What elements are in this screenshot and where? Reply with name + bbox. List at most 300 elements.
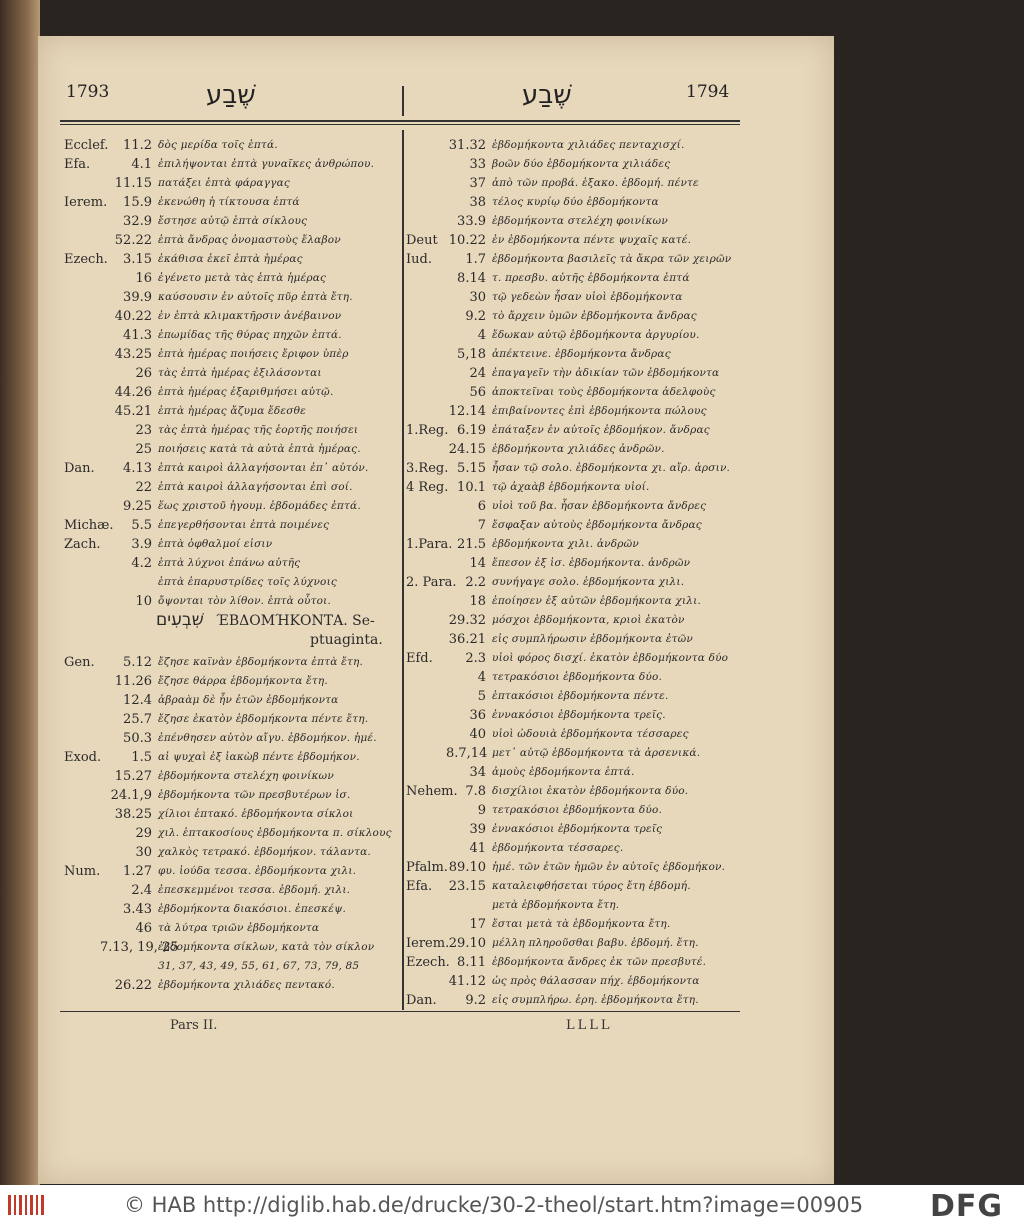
index-entry xyxy=(406,801,736,820)
book-abbreviation: Efd. xyxy=(406,651,433,666)
dfg-logo: DFG xyxy=(930,1189,1004,1224)
greek-excerpt: ἔζησε καϊνὰν ἑβδομήκοντα ἑπτὰ ἔτη. xyxy=(158,656,363,668)
verse-reference: 16 xyxy=(135,271,152,286)
greek-excerpt: χιλ. ἑπτακοσίους ἑβδομήκοντα π. σίκλους xyxy=(158,827,392,839)
index-entry xyxy=(406,250,736,269)
index-entry xyxy=(64,535,400,554)
book-abbreviation: 1.Para. xyxy=(406,537,453,552)
greek-excerpt: μόσχοι ἑβδομήκοντα, κριοὶ ἑκατὸν xyxy=(492,614,685,626)
index-entry xyxy=(64,440,400,459)
index-entry xyxy=(64,326,400,345)
index-entry xyxy=(64,345,400,364)
book-abbreviation: Efa. xyxy=(64,157,91,172)
index-entry xyxy=(406,839,736,858)
verse-reference: 4.2 xyxy=(131,556,152,571)
greek-excerpt: ἐγένετο μετὰ τὰς ἑπτὰ ἡμέρας xyxy=(158,272,327,284)
index-entry xyxy=(64,710,400,729)
index-entry xyxy=(406,896,736,915)
greek-excerpt: ἐποίησεν ἐξ αὐτῶν ἑβδομήκοντα χιλι. xyxy=(492,595,701,607)
verse-reference: 23 xyxy=(135,423,152,438)
greek-excerpt: ἑβδομήκοντα τῶν πρεσβυτέρων ἰσ. xyxy=(158,789,351,801)
index-entry xyxy=(406,535,736,554)
greek-excerpt: τῷ γεδεὼν ἦσαν υἱοὶ ἑβδομήκοντα xyxy=(492,291,683,303)
verse-reference: 21.5 xyxy=(457,537,486,552)
greek-excerpt: τὸ ἄρχειν ὑμῶν ἑβδομήκοντα ἄνδρας xyxy=(492,310,697,322)
verse-reference: 45.21 xyxy=(114,404,152,419)
index-entry xyxy=(406,611,736,630)
section-greek: ΈΒΔΟΜΉΚΟΝΤΑ. Se- xyxy=(216,613,375,629)
index-entry xyxy=(64,364,400,383)
index-entry xyxy=(406,193,736,212)
book-abbreviation: 4 Reg. xyxy=(406,480,449,495)
index-entry xyxy=(64,824,400,843)
verse-reference: 9.2 xyxy=(465,309,486,324)
greek-excerpt: ἑπτὰ καιροὶ ἀλλαγήσονται ἐπὶ σοί. xyxy=(158,481,353,493)
index-entry xyxy=(406,497,736,516)
index-entry xyxy=(406,820,736,839)
index-entry xyxy=(64,250,400,269)
verse-reference: 22 xyxy=(135,480,152,495)
verse-reference: 39 xyxy=(469,822,486,837)
greek-excerpt: τὰς ἑπτὰ ἡμέρας ἐξιλάσονται xyxy=(158,367,322,379)
greek-excerpt: ἑπτακόσιοι ἑβδομήκοντα πέντε. xyxy=(492,690,669,702)
index-entry xyxy=(64,193,400,212)
index-entry xyxy=(64,421,400,440)
index-entry xyxy=(406,573,736,592)
greek-excerpt: πατάξει ἑπτὰ φάραγγας xyxy=(158,177,290,189)
index-entry xyxy=(406,972,736,991)
verse-reference: 33.9 xyxy=(457,214,486,229)
book-abbreviation: Ecclef. xyxy=(64,138,109,153)
greek-excerpt: ἐκάθισα ἐκεῖ ἑπτὰ ἡμέρας xyxy=(158,253,303,265)
verse-reference: 37 xyxy=(469,176,486,191)
index-entry xyxy=(406,269,736,288)
index-entry xyxy=(64,383,400,402)
index-entry xyxy=(64,136,400,155)
verse-reference: 29 xyxy=(135,826,152,841)
verse-reference: 4.1 xyxy=(131,157,152,172)
verse-reference: 30 xyxy=(135,845,152,860)
verse-reference: 1.7 xyxy=(465,252,486,267)
greek-excerpt: ποιήσεις κατὰ τὰ αὐτὰ ἑπτὰ ἡμέρας. xyxy=(158,443,361,455)
index-entry xyxy=(64,919,400,938)
greek-excerpt: ἑπτὰ ἐπαρυστρίδες τοῖς λύχνοις xyxy=(158,576,337,588)
greek-excerpt: δὸς μερίδα τοῖς ἑπτά. xyxy=(158,139,278,151)
book-abbreviation: Ezech. xyxy=(64,252,108,267)
greek-excerpt: ἐκενώθη ἡ τίκτουσα ἑπτά xyxy=(158,196,300,208)
verse-reference: 89.10 xyxy=(448,860,486,875)
index-entry xyxy=(64,900,400,919)
greek-excerpt: φυ. ἰούδα τεσσα. ἑβδομήκοντα χιλι. xyxy=(158,865,357,877)
greek-excerpt: ἑβδομήκοντα χιλιάδες πεντακό. xyxy=(158,979,335,991)
verse-reference: 10.22 xyxy=(448,233,486,248)
index-entry xyxy=(406,687,736,706)
book-abbreviation: Dan. xyxy=(406,993,437,1008)
verse-reference: 11.26 xyxy=(114,674,152,689)
verse-reference: 6 xyxy=(477,499,486,514)
verse-reference: 41.3 xyxy=(123,328,152,343)
greek-excerpt: ὡς πρὸς θάλασσαν πήχ. ἑβδομήκοντα xyxy=(492,975,700,987)
index-entry xyxy=(406,725,736,744)
verse-reference: 30 xyxy=(469,290,486,305)
index-entry xyxy=(64,691,400,710)
book-abbreviation: 2. Para. xyxy=(406,575,457,590)
index-entry xyxy=(406,136,736,155)
index-entry xyxy=(406,934,736,953)
greek-excerpt: εἰς συμπλήρωσιν ἑβδομήκοντα ἐτῶν xyxy=(492,633,694,645)
verse-reference: 24 xyxy=(469,366,486,381)
verse-reference: 4 xyxy=(477,670,486,685)
index-entry xyxy=(64,786,400,805)
greek-excerpt: ἐπαγαγεῖν τὴν ἀδικίαν τῶν ἑβδομήκοντα xyxy=(492,367,720,379)
index-entry xyxy=(64,938,400,957)
verse-reference: 7.13, 19, 25 xyxy=(100,940,179,955)
verse-reference: 52.22 xyxy=(114,233,152,248)
verse-reference: 3.15 xyxy=(123,252,152,267)
verse-reference: 44.26 xyxy=(114,385,152,400)
book-abbreviation: Dan. xyxy=(64,461,95,476)
index-entry xyxy=(406,706,736,725)
index-entry xyxy=(406,288,736,307)
right-column xyxy=(406,136,736,1010)
copyright-link[interactable]: © HAB http://diglib.hab.de/drucke/30-2-theol/start.htm?image=00905 xyxy=(124,1193,864,1217)
greek-excerpt: ἑπτὰ ἡμέρας ἐξαριθμήσει αὐτῷ. xyxy=(158,386,334,398)
footer-signature-mark: LLLL xyxy=(566,1018,613,1033)
verse-reference: 32.9 xyxy=(123,214,152,229)
book-abbreviation: 3.Reg. xyxy=(406,461,449,476)
verse-reference: 5.12 xyxy=(123,655,152,670)
verse-reference: 8.14 xyxy=(457,271,486,286)
greek-excerpt: ἑβδομήκοντα στελέχη φοινίκων xyxy=(158,770,334,782)
verse-reference: 7.8 xyxy=(465,784,486,799)
greek-excerpt: ἐπεγερθήσονται ἑπτὰ ποιμένες xyxy=(158,519,330,531)
greek-excerpt: υἱοὶ τοῦ βα. ἦσαν ἑβδομήκοντα ἄνδρες xyxy=(492,500,707,512)
verse-reference: 41.12 xyxy=(448,974,486,989)
greek-excerpt: ἔζησε ἑκατὸν ἑβδομήκοντα πέντε ἔτη. xyxy=(158,713,369,725)
verse-reference: 18 xyxy=(469,594,486,609)
verse-reference: 5 xyxy=(477,689,486,704)
verse-reference: 6.19 xyxy=(457,423,486,438)
index-entry xyxy=(406,402,736,421)
index-entry xyxy=(64,862,400,881)
left-page-number: 1793 xyxy=(66,82,110,102)
greek-excerpt: βοῶν δύο ἑβδομήκοντα χιλιάδες xyxy=(492,158,671,170)
greek-excerpt: ἀπὸ τῶν προβά. ἑξακο. ἑβδομή. πέντε xyxy=(492,177,699,189)
greek-excerpt: μετ᾽ αὐτῷ ἑβδομήκοντα τὰ ἀρσενικά. xyxy=(492,747,701,759)
verse-reference: 38 xyxy=(469,195,486,210)
verse-reference: 4.13 xyxy=(123,461,152,476)
index-entry xyxy=(64,957,400,976)
left-hebrew-heading: שֶׁבַע xyxy=(206,80,256,110)
viewer-credit-bar xyxy=(0,1185,1024,1225)
verse-reference: 39.9 xyxy=(123,290,152,305)
greek-excerpt: ἐπεσκεμμένοι τεσσα. ἑβδομή. χιλι. xyxy=(158,884,351,896)
index-entry xyxy=(64,843,400,862)
book-abbreviation: Ezech. xyxy=(406,955,450,970)
index-entry xyxy=(406,877,736,896)
index-entry xyxy=(406,459,736,478)
greek-excerpt: τῷ ἀχαὰβ ἑβδομήκοντα υἱοί. xyxy=(492,481,650,493)
greek-excerpt: ἡμέ. τῶν ἐτῶν ἡμῶν ἐν αὐτοῖς ἑβδομήκον. xyxy=(492,861,726,873)
greek-excerpt: τ. πρεσβυ. αὐτῆς ἑβδομήκοντα ἑπτά xyxy=(492,272,690,284)
verse-reference: 26.22 xyxy=(114,978,152,993)
greek-excerpt: καταλειφθήσεται τύρος ἔτη ἑβδομή. xyxy=(492,880,691,892)
verse-reference: 56 xyxy=(469,385,486,400)
header-divider xyxy=(402,86,404,116)
greek-excerpt: ἔπεσον ἐξ ἰσ. ἑβδομήκοντα. ἀνδρῶν xyxy=(492,557,691,569)
index-entry xyxy=(64,402,400,421)
index-entry xyxy=(64,288,400,307)
index-entry xyxy=(406,345,736,364)
index-entry xyxy=(64,592,400,611)
index-entry xyxy=(64,174,400,193)
index-entry xyxy=(64,459,400,478)
verse-reference: 17 xyxy=(469,917,486,932)
verse-reference: 5.15 xyxy=(457,461,486,476)
verse-reference: 10.1 xyxy=(457,480,486,495)
greek-excerpt: ἑπτὰ ἄνδρας ὀνομαστοὺς ἔλαβον xyxy=(158,234,341,246)
greek-excerpt: ἑβδομήκοντα στελέχη φοινίκων xyxy=(492,215,668,227)
left-column xyxy=(64,136,400,995)
verse-reference: 25.7 xyxy=(123,712,152,727)
section-heading xyxy=(64,611,400,653)
index-entry xyxy=(64,212,400,231)
verse-reference: 46 xyxy=(135,921,152,936)
index-entry xyxy=(406,858,736,877)
index-entry xyxy=(406,212,736,231)
book-abbreviation: Ierem. xyxy=(406,936,450,951)
verse-reference: 10 xyxy=(135,594,152,609)
index-entry xyxy=(406,478,736,497)
index-entry xyxy=(406,630,736,649)
index-entry xyxy=(406,421,736,440)
greek-excerpt: ἑβδομήκοντα τέσσαρες. xyxy=(492,842,624,854)
verse-reference: 5,18 xyxy=(457,347,486,362)
index-entry xyxy=(406,915,736,934)
index-entry xyxy=(406,383,736,402)
index-entry xyxy=(406,649,736,668)
verse-reference: 8.7,14 xyxy=(446,746,488,761)
greek-excerpt: ἐννακόσιοι ἑβδομήκοντα τρεῖς. xyxy=(492,709,666,721)
index-entry xyxy=(64,497,400,516)
verse-reference: 7 xyxy=(477,518,486,533)
greek-excerpt: ἑπτὰ ὀφθαλμοί εἰσιν xyxy=(158,538,273,550)
greek-excerpt: ἑβδομήκοντα χιλι. ἀνδρῶν xyxy=(492,538,639,550)
verse-reference: 36 xyxy=(469,708,486,723)
index-entry xyxy=(406,782,736,801)
greek-excerpt: τετρακόσιοι ἑβδομήκοντα δύο. xyxy=(492,804,663,816)
verse-reference: 2.2 xyxy=(465,575,486,590)
verse-reference: 2.3 xyxy=(465,651,486,666)
greek-excerpt: ἐπιλήψονται ἑπτὰ γυναῖκες ἀνθρώπου. xyxy=(158,158,375,170)
header-rule-thin xyxy=(60,124,740,125)
greek-excerpt: ἐννακόσιοι ἑβδομήκοντα τρεῖς xyxy=(492,823,663,835)
greek-excerpt: τέλος κυρίῳ δύο ἑβδομήκοντα xyxy=(492,196,659,208)
verse-reference: 29.10 xyxy=(448,936,486,951)
index-entry xyxy=(64,269,400,288)
verse-reference: 8.11 xyxy=(457,955,486,970)
index-entry xyxy=(64,653,400,672)
verse-reference: 25 xyxy=(135,442,152,457)
index-entry xyxy=(406,364,736,383)
book-abbreviation: Gen. xyxy=(64,655,95,670)
verse-reference: 1.5 xyxy=(131,750,152,765)
index-entry xyxy=(406,744,736,763)
verse-reference: 4 xyxy=(477,328,486,343)
verse-reference: 3.9 xyxy=(131,537,152,552)
book-abbreviation: Ierem. xyxy=(64,195,108,210)
index-entry xyxy=(406,440,736,459)
greek-excerpt: ἔσται μετὰ τὰ ἑβδομήκοντα ἔτη. xyxy=(492,918,671,930)
greek-excerpt: ἑβδομήκοντα ἄνδρες ἐκ τῶν πρεσβυτέ. xyxy=(492,956,707,968)
verse-reference: 33 xyxy=(469,157,486,172)
greek-excerpt: ὄψονται τὸν λίθον. ἑπτὰ οὗτοι. xyxy=(158,595,332,607)
book-abbreviation: Pfalm. xyxy=(406,860,448,875)
book-abbreviation: Num. xyxy=(64,864,101,879)
greek-excerpt: ἐπωμίδας τῆς θύρας πηχῶν ἑπτά. xyxy=(158,329,342,341)
greek-excerpt: τὰ λύτρα τριῶν ἑβδομήκοντα xyxy=(158,922,320,934)
greek-excerpt: ἑβδομήκοντα βασιλεῖς τὰ ἄκρα τῶν χειρῶν xyxy=(492,253,732,265)
verse-reference: 9 xyxy=(477,803,486,818)
greek-excerpt: ἕως χριστοῦ ἡγουμ. ἑβδομάδες ἑπτά. xyxy=(158,500,361,512)
greek-excerpt: ἀμοὺς ἑβδομήκοντα ἑπτά. xyxy=(492,766,635,778)
greek-excerpt: καύσουσιν ἐν αὐτοῖς πῦρ ἑπτὰ ἔτη. xyxy=(158,291,353,303)
index-entry xyxy=(406,516,736,535)
index-entry xyxy=(406,668,736,687)
verse-reference: 9.25 xyxy=(123,499,152,514)
right-page-number: 1794 xyxy=(686,82,730,102)
book-abbreviation: 1.Reg. xyxy=(406,423,449,438)
index-entry xyxy=(64,729,400,748)
index-entry xyxy=(406,763,736,782)
index-entry xyxy=(64,155,400,174)
index-entry xyxy=(406,307,736,326)
greek-excerpt: τετρακόσιοι ἑβδομήκοντα δύο. xyxy=(492,671,663,683)
verse-reference: 3.43 xyxy=(123,902,152,917)
greek-excerpt: υἱοὶ φόρος δισχί. ἑκατὸν ἑβδομήκοντα δύο xyxy=(492,652,729,664)
greek-excerpt: ἐπιβαίνοντες ἐπὶ ἑβδομήκοντα πώλους xyxy=(492,405,707,417)
verse-reference: 40 xyxy=(469,727,486,742)
verse-reference: 36.21 xyxy=(448,632,486,647)
index-entry xyxy=(64,307,400,326)
right-hebrew-heading: שֶׁבַע xyxy=(522,80,572,110)
index-entry xyxy=(64,554,400,573)
verse-reference: 1.27 xyxy=(123,864,152,879)
book-abbreviation: Iud. xyxy=(406,252,432,267)
verse-reference: 15.27 xyxy=(114,769,152,784)
greek-excerpt: ἀποκτεῖναι τοὺς ἑβδομήκοντα ἀδελφοὺς xyxy=(492,386,716,398)
verse-reference: 12.14 xyxy=(448,404,486,419)
index-entry xyxy=(64,767,400,786)
greek-excerpt: ἔσφαξαν αὐτοὺς ἑβδομήκοντα ἄνδρας xyxy=(492,519,702,531)
greek-excerpt: τὰς ἑπτὰ ἡμέρας τῆς ἑορτῆς ποιήσει xyxy=(158,424,359,436)
verse-reference: 9.2 xyxy=(465,993,486,1008)
index-entry xyxy=(64,516,400,535)
greek-excerpt: ἀπέκτεινε. ἑβδομήκοντα ἄνδρας xyxy=(492,348,671,360)
footer-signature-part: Pars II. xyxy=(170,1018,218,1033)
verse-reference: 26 xyxy=(135,366,152,381)
book-abbreviation: Zach. xyxy=(64,537,101,552)
greek-excerpt: ἔζησε θάρρα ἑβδομήκοντα ἔτη. xyxy=(158,675,328,687)
index-entry xyxy=(406,174,736,193)
greek-excerpt: ἐπάταξεν ἐν αὐτοῖς ἑβδομήκον. ἄνδρας xyxy=(492,424,710,436)
greek-excerpt: συνήγαγε σολο. ἑβδομήκοντα χιλι. xyxy=(492,576,685,588)
book-abbreviation: Michæ. xyxy=(64,518,114,533)
index-entry xyxy=(64,231,400,250)
verse-reference: 34 xyxy=(469,765,486,780)
index-entry xyxy=(64,976,400,995)
index-entry xyxy=(64,478,400,497)
greek-excerpt: δισχίλιοι ἑκατὸν ἑβδομήκοντα δύο. xyxy=(492,785,689,797)
greek-excerpt: ἑβδομήκοντα σίκλων, κατὰ τὸν σίκλον xyxy=(158,941,375,953)
barcode-logo-icon xyxy=(6,1191,46,1219)
index-entry xyxy=(406,326,736,345)
section-hebrew: שִׁבְעִים xyxy=(156,610,204,630)
greek-excerpt: μέλλη πληροῦσθαι βαβυ. ἑβδομή. ἔτη. xyxy=(492,937,699,949)
column-divider xyxy=(402,130,404,1010)
book-abbreviation: Nehem. xyxy=(406,784,458,799)
index-entry xyxy=(64,573,400,592)
verse-reference: 5.5 xyxy=(131,518,152,533)
greek-excerpt: ἀβραὰμ δὲ ἦν ἐτῶν ἑβδομήκοντα xyxy=(158,694,339,706)
index-entry xyxy=(406,554,736,573)
index-entry xyxy=(64,805,400,824)
greek-excerpt: ἑβδομήκοντα χιλιάδες πενταχισχί. xyxy=(492,139,685,151)
verse-reference: 38.25 xyxy=(114,807,152,822)
verse-reference: 11.2 xyxy=(123,138,152,153)
verse-reference: 24.15 xyxy=(448,442,486,457)
greek-excerpt: ἐν ἑβδομήκοντα πέντε ψυχαῖς κατέ. xyxy=(492,234,692,246)
greek-excerpt: εἰς συμπλήρω. ἐρη. ἑβδομήκοντα ἔτη. xyxy=(492,994,699,1006)
greek-excerpt: αἱ ψυχαὶ ἐξ ἰακὼβ πέντε ἑβδομήκον. xyxy=(158,751,360,763)
greek-excerpt: ἑπτὰ ἡμέρας ποιήσεις ἔριφον ὑπὲρ xyxy=(158,348,349,360)
index-entry xyxy=(406,592,736,611)
greek-excerpt: ἑβδομήκοντα διακόσιοι. ἐπεσκέψ. xyxy=(158,903,347,915)
greek-excerpt: χαλκὸς τετρακό. ἑβδομήκον. τάλαντα. xyxy=(158,846,371,858)
verse-reference: 40.22 xyxy=(114,309,152,324)
greek-excerpt: ἑπτὰ λύχνοι ἐπάνω αὐτῆς xyxy=(158,557,301,569)
verse-reference: 43.25 xyxy=(114,347,152,362)
greek-excerpt: ἑπτὰ ἡμέρας ἄζυμα ἔδεσθε xyxy=(158,405,306,417)
index-entry xyxy=(406,231,736,250)
greek-excerpt: ἑπτὰ καιροὶ ἀλλαγήσονται ἐπ᾽ αὐτόν. xyxy=(158,462,369,474)
greek-excerpt: ἦσαν τῷ σολο. ἑβδομήκοντα χι. αἴρ. ἀρσιν. xyxy=(492,462,731,474)
greek-excerpt: 31, 37, 43, 49, 55, 61, 67, 73, 79, 85 xyxy=(158,960,360,972)
verse-reference: 24.1,9 xyxy=(110,788,152,803)
greek-excerpt: υἱοὶ ὠδουιὰ ἑβδομήκοντα τέσσαρες xyxy=(492,728,689,740)
greek-excerpt: χίλιοι ἑπτακό. ἑβδομήκοντα σίκλοι xyxy=(158,808,354,820)
verse-reference: 11.15 xyxy=(114,176,152,191)
greek-excerpt: ἑβδομήκοντα χιλιάδες ἀνδρῶν. xyxy=(492,443,665,455)
book-spine-edge xyxy=(0,0,40,1185)
header-rule xyxy=(60,120,740,122)
section-latin: ptuaginta. xyxy=(310,632,383,648)
index-entry xyxy=(406,953,736,972)
greek-excerpt: ἐπένθησεν αὐτὸν αἴγυ. ἑβδομήκον. ἡμέ. xyxy=(158,732,377,744)
index-entry xyxy=(64,881,400,900)
verse-reference: 23.15 xyxy=(448,879,486,894)
verse-reference: 29.32 xyxy=(448,613,486,628)
verse-reference: 15.9 xyxy=(123,195,152,210)
index-entry xyxy=(406,155,736,174)
book-abbreviation: Deut xyxy=(406,233,438,248)
index-entry xyxy=(406,991,736,1010)
verse-reference: 50.3 xyxy=(123,731,152,746)
verse-reference: 2.4 xyxy=(131,883,152,898)
index-entry xyxy=(64,748,400,767)
verse-reference: 14 xyxy=(469,556,486,571)
verse-reference: 31.32 xyxy=(448,138,486,153)
